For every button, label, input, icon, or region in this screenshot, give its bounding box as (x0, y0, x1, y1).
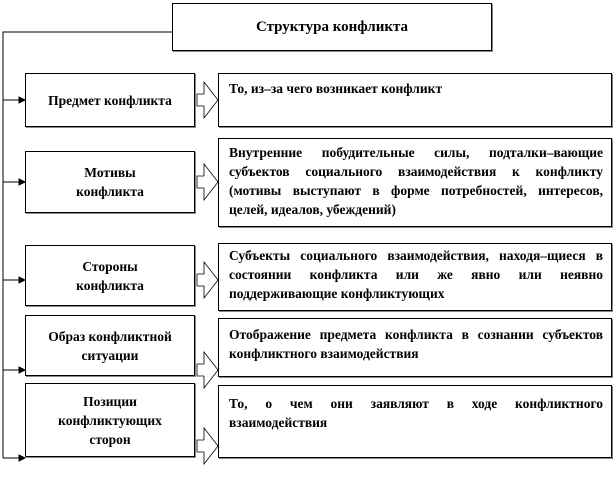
block-arrow-icon (197, 262, 218, 298)
element-description: Субъекты социального взаимодействия, находя–щиеся в состоянии конфликта или же явно или неявно поддерживающие конфликтующих (229, 248, 603, 301)
description-box-positions (218, 385, 612, 458)
branch-arrow (3, 277, 25, 283)
element-label: Стороны конфликта (76, 258, 144, 293)
title-box (172, 3, 492, 51)
branch-arrows (3, 97, 25, 461)
element-description: Отображение предмета конфликта в сознании субъектов конфликтного взаимодействия (229, 327, 603, 361)
element-label: Мотивы конфликта (76, 165, 144, 199)
element-description: То, о чем они заявляют в ходе конфликтного взаимодействия (229, 396, 603, 430)
element-box-image (25, 315, 195, 376)
block-arrow-icon (197, 164, 218, 200)
branch-arrow (3, 367, 25, 373)
element-label: Предмет конфликта (48, 92, 172, 108)
description-box-motives (218, 138, 612, 227)
element-box-positions (25, 383, 195, 457)
element-box-subject (25, 73, 195, 127)
branch-arrow (3, 97, 25, 103)
block-arrow-icon (197, 82, 218, 118)
title-text: Структура конфликта (255, 18, 409, 35)
element-label: Позиции конфликтующих сторон (58, 393, 162, 447)
description-box-subject (218, 73, 612, 127)
element-description: То, из–за чего возникает конфликт (229, 81, 443, 96)
block-arrow-icon (197, 428, 218, 464)
block-arrow-icon (197, 352, 218, 388)
branch-arrow (3, 179, 25, 185)
element-description: Внутренние побудительные силы, подталки–вающие субъектов социального взаимодействия к конфликту (мотивы выступают в форме потребностей, интересов, целей, идеалов, убеждений) (229, 145, 603, 217)
element-box-motives (25, 151, 195, 213)
description-box-image (218, 318, 612, 377)
element-box-sides (25, 245, 195, 306)
element-label: Образ конфликтной ситуации (48, 328, 172, 363)
branch-arrow (3, 455, 25, 461)
description-box-sides (218, 243, 612, 311)
block-arrows (197, 82, 218, 464)
